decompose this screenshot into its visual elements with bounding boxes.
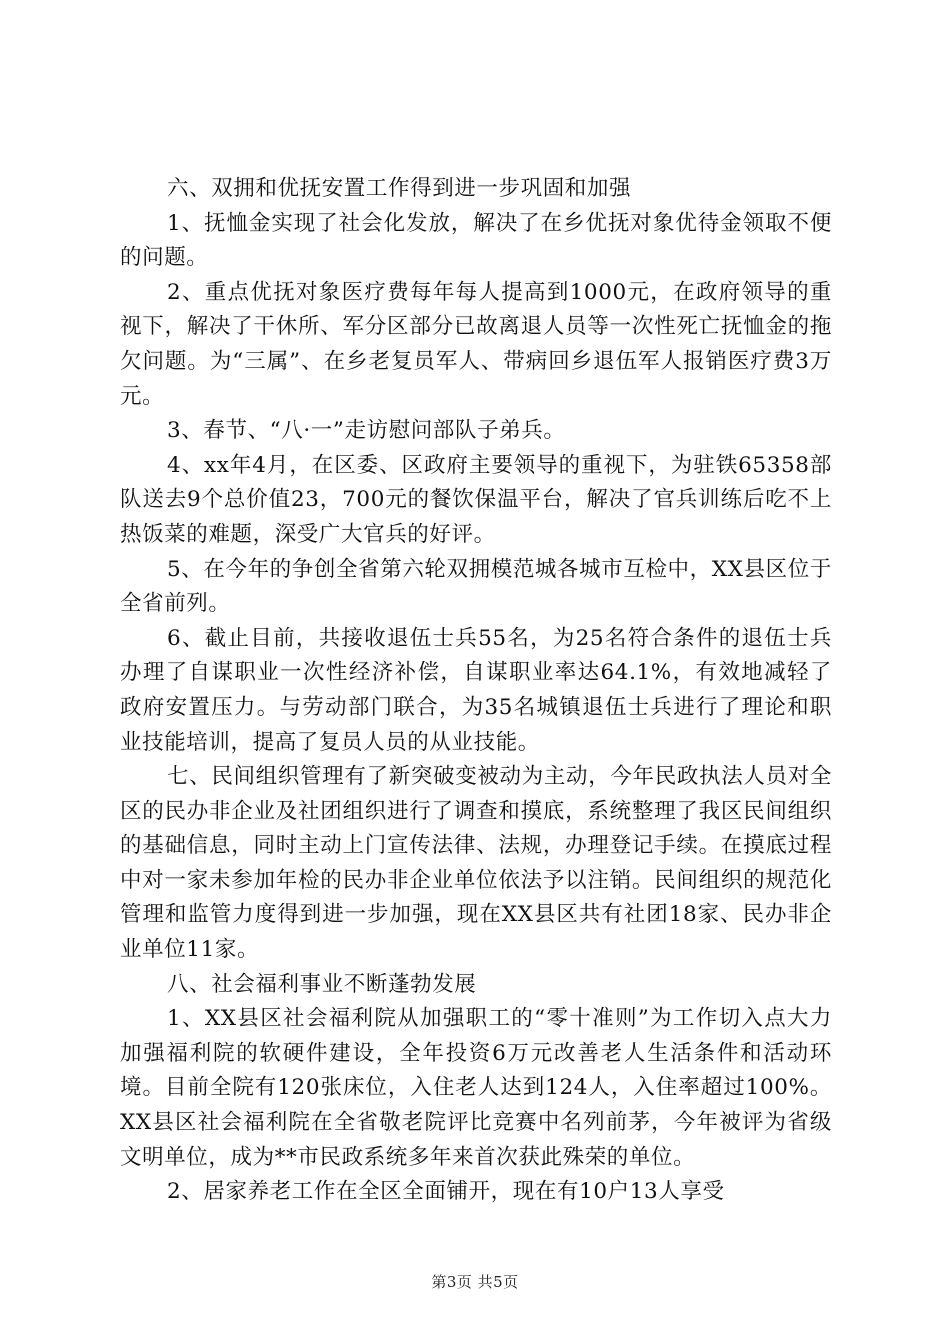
- paragraph: 6、截止目前，共接收退伍士兵55名，为25名符合条件的退伍士兵办理了自谋职业一次性经济补偿，自谋职业率达64.1%，有效地减轻了政府安置压力。与劳动部门联合，为35名城镇退伍士兵进行了理论和职业技能培训，提高了复员人员的从业技能。: [120, 625, 832, 755]
- paragraph: 4、xx年4月，在区委、区政府主要领导的重视下，为驻铁65358部队送去9个总价值23，700元的餐饮保温平台，解决了官兵训练后吃不上热饭菜的难题，深受广大官兵的好评。: [120, 452, 832, 547]
- paragraph: 2、重点优抚对象医疗费每年每人提高到1000元，在政府领导的重视下，解决了干休所、军分区部分已故离退人员等一次性死亡抚恤金的拖欠问题。为“三属”、在乡老复员军人、带病回乡退伍军人报销医疗费3万元。: [120, 279, 832, 409]
- paragraph: 1、XX县区社会福利院从加强职工的“零十准则”为工作切入点大力加强福利院的软硬件建设，全年投资6万元改善老人生活条件和活动环境。目前全院有120张床位，入住老人达到124人，入住率超过100%。XX县区社会福利院在全省敬老院评比竞赛中名列前茅，今年被评为省级文明单位，成为**市民政系统多年来首次获此殊荣的单位。: [120, 1006, 832, 1170]
- section-heading-8: 八、社会福利事业不断蓬勃发展: [167, 971, 477, 997]
- paragraph: 1、抚恤金实现了社会化发放，解决了在乡优抚对象优待金领取不便的问题。: [120, 210, 832, 271]
- document-body: [120, 172, 832, 1210]
- paragraph: 2、居家养老工作在全区全面铺开，现在有10户13人享受: [167, 1179, 725, 1205]
- section-paragraph-7: 七、民间组织管理有了新突破变被动为主动，今年民政执法人员对全区的民办非企业及社团组织进行了调查和摸底，系统整理了我区民间组织的基础信息，同时主动上门宣传法律、法规，办理登记手续。在摸底过程中对一家未参加年检的民办非企业单位依法予以注销。民间组织的规范化管理和监管力度得到进一步加强，现在XX县区共有社团18家、民办非企业单位11家。: [120, 764, 832, 963]
- paragraph: 3、春节、“八·一”走访慰问部队子弟兵。: [167, 418, 566, 444]
- section-heading-6: 六、双拥和优抚安置工作得到进一步巩固和加强: [167, 176, 632, 201]
- page-number-footer: 第3页 共5页: [431, 1273, 519, 1291]
- paragraph: 5、在今年的争创全省第六轮双拥模范城各城市互检中，XX县区位于全省前列。: [120, 556, 832, 617]
